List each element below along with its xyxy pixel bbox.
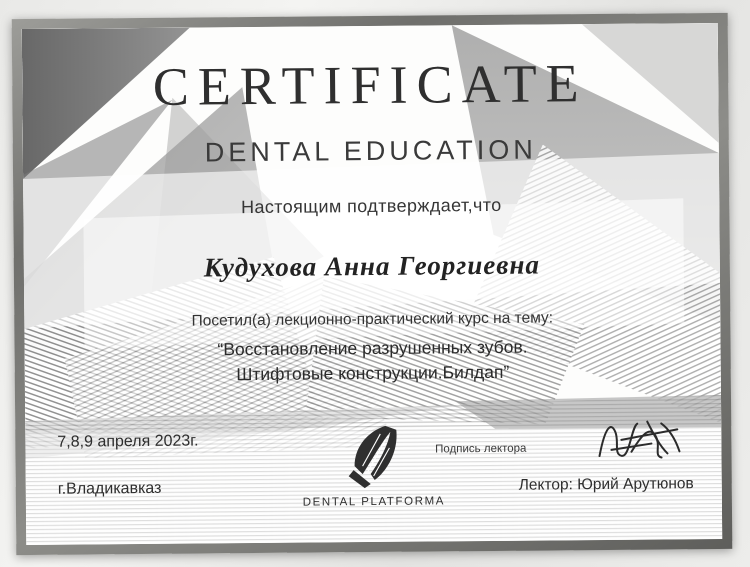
handwritten-signature [591, 415, 687, 462]
lecturer-name: Лектор: Юрий Арутюнов [518, 475, 694, 494]
certificate-subtitle: DENTAL EDUCATION [204, 134, 537, 168]
course-title-line-1: “Восстановление разрушенных зубов. [217, 336, 528, 360]
course-date: 7,8,9 апреля 2023г. [57, 432, 199, 451]
signature-label: Подпись лектора [435, 442, 527, 456]
course-title [24, 333, 720, 389]
frame-inner-mat [22, 23, 722, 545]
course-city: г.Владикавказ [57, 479, 162, 498]
certificate-title: CERTIFICATE [152, 53, 588, 117]
picture-frame [12, 13, 733, 555]
attestation-line: Настоящим подтверждает,что [240, 194, 502, 218]
course-title-line-2: Штифтовые конструкции.Билдап” [236, 361, 510, 385]
logo-text: DENTAL PLATFORMA [302, 495, 446, 509]
course-intro-line: Посетил(а) лекционно-практический курс на тему: [191, 309, 554, 330]
recipient-name: Кудухова Анна Георгиевна [203, 249, 540, 283]
certificate-document [22, 23, 722, 545]
certificate-text-layer [22, 23, 722, 545]
quill-feather-icon [340, 422, 407, 495]
dental-platforma-logo [298, 421, 449, 508]
